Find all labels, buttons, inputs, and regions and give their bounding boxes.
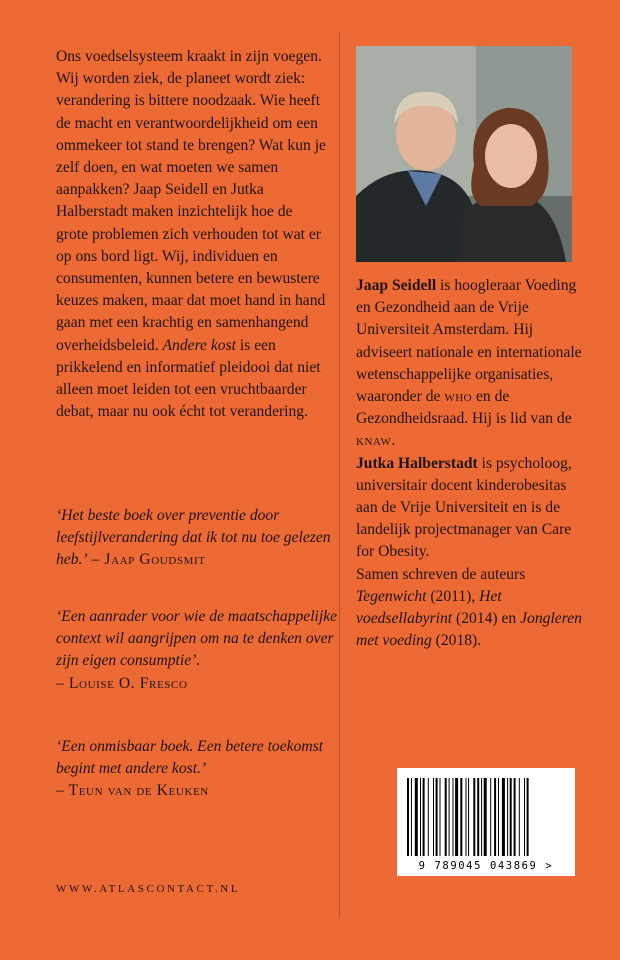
book-1-title: Tegenwicht xyxy=(356,587,427,605)
barcode-bar xyxy=(436,778,438,856)
barcode-bar xyxy=(423,778,425,856)
author-1-text: is hoogleraar Voeding en Gezondheid aan de Vrije Universiteit Amsterdam. Hij adviseert nationale en internationale wetenschappelijke organisaties, waaronder de xyxy=(356,277,582,406)
barcode-bar xyxy=(527,778,529,856)
barcode xyxy=(397,768,575,876)
quote-3-author: – Teun van de Keuken xyxy=(56,782,209,800)
quote-2-author: – Louise O. Fresco xyxy=(56,674,188,692)
quote-3-text: ‘Een onmisbaar boek. Een betere toekomst begint met andere kost.’ xyxy=(56,738,324,778)
barcode-bar xyxy=(455,778,458,856)
barcode-bar xyxy=(473,778,475,856)
author-1-text-c: . xyxy=(391,432,396,450)
barcode-bar xyxy=(449,778,450,856)
barcode-bar xyxy=(502,778,505,856)
blurb-book-title: Andere kost xyxy=(162,336,236,354)
barcode-bar xyxy=(477,778,479,856)
blurb-text-1: Ons voedselsysteem kraakt in zijn voegen. Wij worden ziek, de planeet wordt ziek: verandering is bittere noodzaak. Wie heeft de macht en verantwoordelijkheid om een ommekeer tot stand te brengen? Wat kun je zelf doen, en wat moeten we samen aanpakken? Jaap Seidell en Jutka Halberstadt maken inzichtelijk hoe de grote problemen zich verhouden tot wat er op ons bord ligt. Wij, individuen en consumenten, kunnen betere en bewustere keuzes maken, maar dat moet hand in hand gaan met een krachtig en samenhangend overheidsbeleid. xyxy=(56,48,326,354)
barcode-bar xyxy=(440,778,441,856)
author-1-text-b: en de Gezondheidsraad. Hij is lid van de xyxy=(356,388,572,428)
quote-2-text: ‘Een aanrader voor wie de maatschappelijke context wil aangrijpen om na te denken over zijn eigen consumptie’. xyxy=(56,608,338,670)
quote-1-text: ‘Het beste boek over preventie door leefstijlverandering dat ik tot nu toe gelezen heb.’ xyxy=(56,507,331,569)
barcode-bar xyxy=(514,778,516,856)
barcode-bar xyxy=(460,778,462,856)
coauthored-text: Samen schreven de auteurs xyxy=(356,565,526,583)
barcode-bar xyxy=(524,778,525,856)
barcode-bar xyxy=(407,778,409,856)
quote-2 xyxy=(56,606,346,695)
barcode-bar xyxy=(490,778,491,856)
book-3-year: (2018). xyxy=(431,632,482,650)
book-2-year: (2014) en xyxy=(452,610,521,628)
barcode-bar xyxy=(433,778,434,856)
author-photo xyxy=(356,46,572,262)
quote-1 xyxy=(56,505,346,572)
book-2-title: Het voedsellabyrint xyxy=(356,587,502,628)
barcode-bar xyxy=(498,778,499,856)
barcode-bar xyxy=(507,778,508,856)
author-1-name: Jaap Seidell xyxy=(356,277,437,294)
book-3-title: Jongleren met voeding xyxy=(356,610,582,650)
barcode-bar xyxy=(484,778,487,856)
barcode-bar xyxy=(510,778,512,856)
barcode-bar xyxy=(415,778,418,856)
author-bios xyxy=(356,275,586,652)
quote-1-author: – Jaap Goudsmit xyxy=(91,551,206,569)
quote-3 xyxy=(56,736,346,803)
back-cover-blurb xyxy=(56,46,328,423)
barcode-bar xyxy=(453,778,454,856)
knaw-abbrev: knaw xyxy=(356,432,392,450)
blurb-text-2: is een prikkelend en informatief pleidooi dat niet alleen moet leiden tot een vruchtbaarder debat, maar nu ook écht tot verandering. xyxy=(56,336,321,421)
isbn-number: 9 789045 043869 > xyxy=(418,860,554,872)
barcode-bar xyxy=(428,778,429,856)
author-2-name: Jutka Halberstadt xyxy=(356,454,478,472)
barcode-bar xyxy=(420,778,421,856)
barcode-bar xyxy=(494,778,496,856)
author-2-text: is psycholoog, universitair docent kinderobesitas aan de Vrije Universiteit en is de landelijk projectmanager van Care for Obesity. xyxy=(356,454,572,561)
who-abbrev: who xyxy=(444,388,473,406)
column-divider xyxy=(339,32,340,918)
barcode-bar xyxy=(466,778,467,856)
publisher-website: WWW.ATLASCONTACT.NL xyxy=(56,883,241,895)
barcode-bar xyxy=(445,778,447,856)
barcode-bar xyxy=(468,778,469,856)
barcode-bar xyxy=(481,778,482,856)
book-1-year: (2011), xyxy=(426,587,480,605)
barcode-bar xyxy=(411,778,412,856)
barcode-bar xyxy=(519,778,520,856)
